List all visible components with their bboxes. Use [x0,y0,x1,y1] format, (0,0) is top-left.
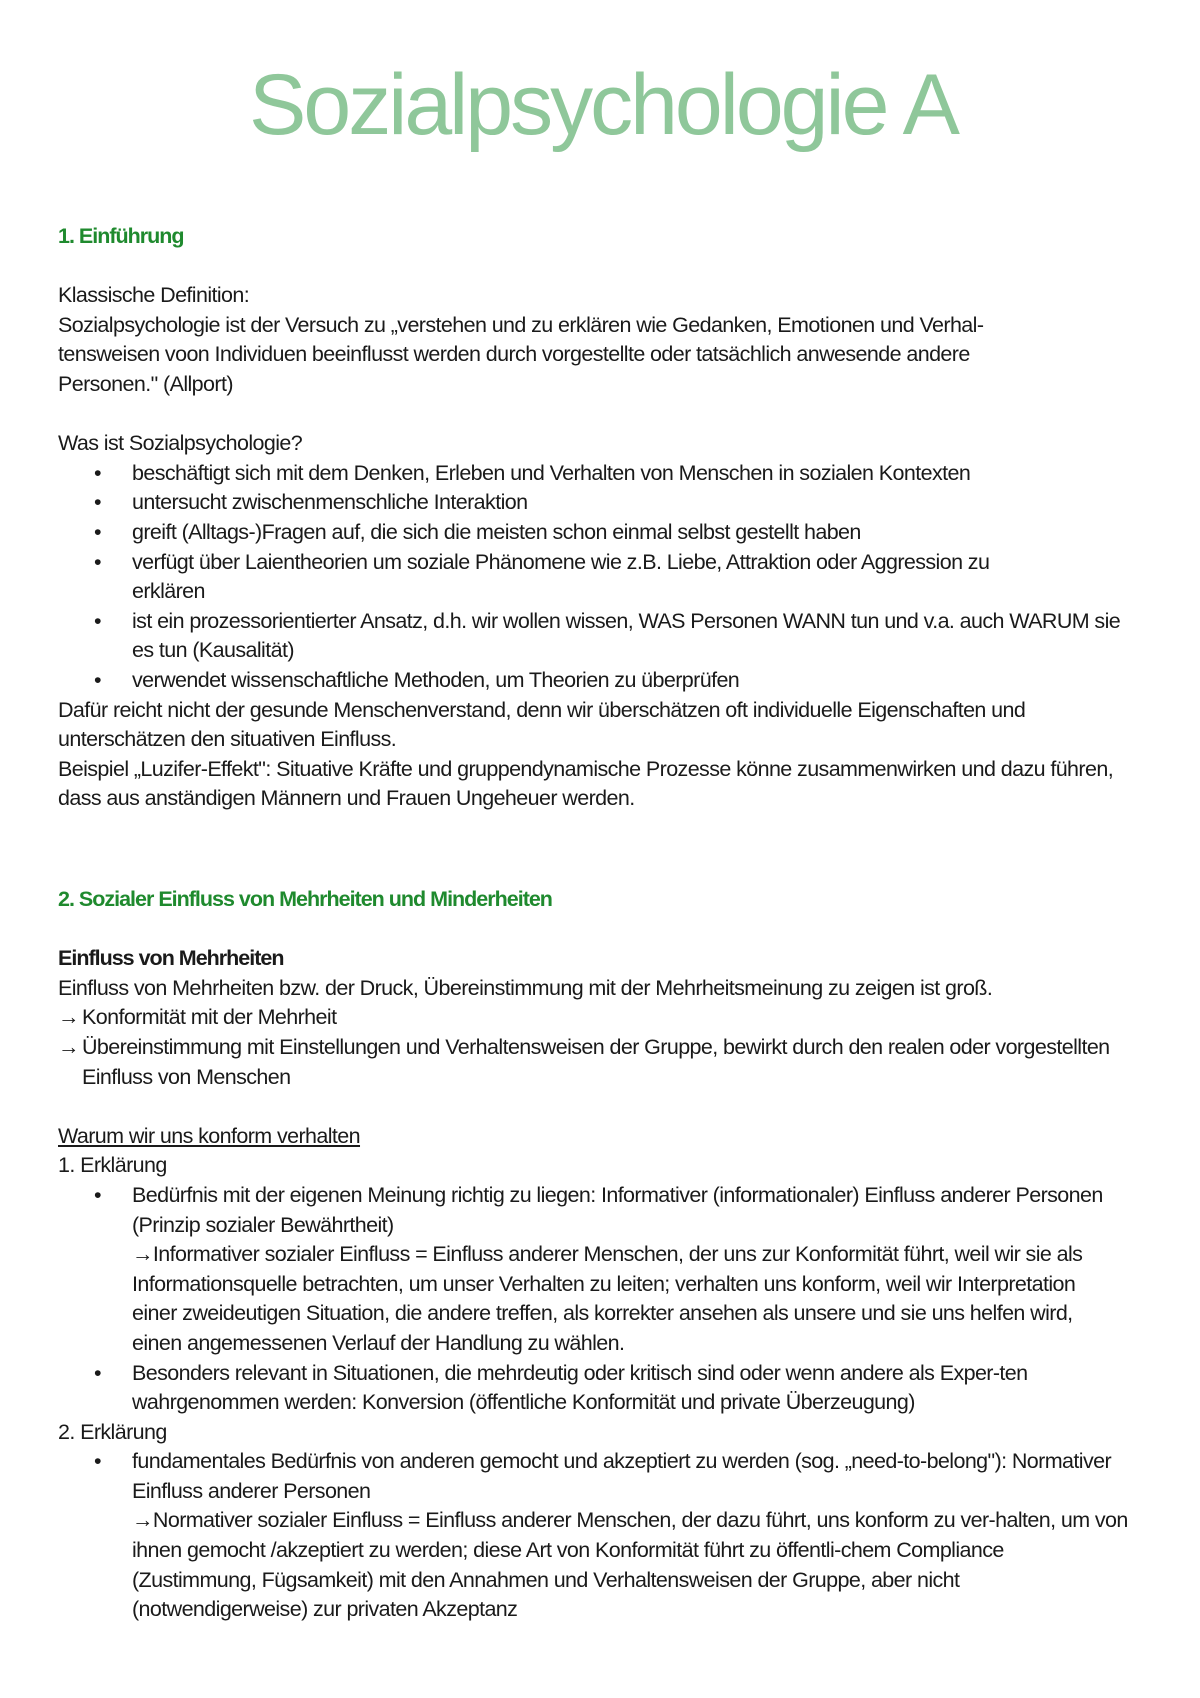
explanation-2-label: 2. Erklärung [58,1419,167,1444]
normative-influence-definition: →Normativer sozialer Einfluss = Einfluss anderer Menschen, der dazu führt, uns konform zu ver-halten, um von ihnen gemocht /akzeptiert zu werden; diese Art von Konformität führt zu öffentli-chem Compliance (Zustimmung, Fügsamkeit) mit den Annahmen und Verhaltensweisen der Gruppe, aber nicht (notwendigerweise) zur privaten Akzeptanz [132,1508,1128,1622]
list-item: • ist ein prozessorientierter Ansatz, d.h. wir wollen wissen, WAS Personen WANN tun und v.a. auch WARUM sie es tun (Kausalität) [94,608,1121,663]
list-item: • beschäftigt sich mit dem Denken, Erleben und Verhalten von Menschen in sozialen Kontexten [58,459,1138,489]
bullet-icon: • [94,1449,101,1474]
section-1 [58,222,1148,814]
section-2-heading: 2. Sozialer Einfluss von Mehrheiten und Minderheiten [58,887,552,911]
section-1-heading: 1. Einführung [58,224,184,248]
bullet-icon: • [94,608,101,633]
why-conform-heading: Warum wir uns konform verhalten [58,1123,361,1148]
bullet-icon: • [94,1360,101,1385]
explanation-1-label: 1. Erklärung [58,1153,167,1178]
list-item: • verfügt über Laientheorien um soziale Phänomene wie z.B. Liebe, Attraktion oder Aggression zu erklären [94,549,990,604]
list-item: • Besonders relevant in Situationen, die mehrdeutig oder kritisch sind oder wenn andere als Exper-ten wahrgenommen werden: Konversion (öffentliche Konformität und private Überzeugung) [94,1360,1028,1415]
bullet-icon: • [94,1182,101,1207]
list-item: • greift (Alltags-)Fragen auf, die sich die meisten schon einmal selbst gestellt haben [58,518,1138,548]
arrow-line-agreement: → Übereinstimmung mit Einstellungen und Verhaltensweisen der Gruppe, bewirkt durch den realen oder vorgestellten Einfluss von Menschen [58,1034,1110,1089]
bullet-icon: • [94,667,101,692]
bullet-icon: • [94,549,101,574]
paragraph-common-sense: Dafür reicht nicht der gesunde Menschenverstand, denn wir überschätzen oft individuelle Eigenschaften und unterschätzen den situativen Einfluss. [58,697,1026,752]
definition-text: Sozialpsychologie ist der Versuch zu „verstehen und zu erklären wie Gedanken, Emotionen und Verhal-tensweisen voon Individuen beeinflusst werden durch vorgestellte oder tatsächlich anwesende andere Personen." (Allport) [58,312,984,396]
arrow-right-icon: → [132,1242,153,1267]
arrow-right-icon: → [58,1034,79,1059]
list-item: • untersucht zwischenmenschliche Interaktion [58,488,1138,518]
informative-influence-definition: →Informativer sozialer Einfluss = Einfluss anderer Menschen, der uns zur Konformität führt, weil wir sie als Informationsquelle betrachten, um unser Verhalten zu leiten; verhalten uns konform, weil wir Interpretation einer zweideutigen Situation, die andere treffen, als korrekter ansehen als unsere und sie uns helfen wird, einen angemessenen Verlauf der Handlung zu wählen. [132,1242,1083,1355]
arrow-right-icon: → [132,1508,153,1533]
paragraph-lucifer-effect: Beispiel „Luzifer-Effekt": Situative Kräfte und gruppendynamische Prozesse könne zusammenwirken und dazu führen, dass aus anständigen Männern und Frauen Ungeheuer werden. [58,756,1114,811]
majority-intro-text: Einfluss von Mehrheiten bzw. der Druck, Übereinstimmung mit der Mehrheitsmeinung zu zeigen ist groß. [58,975,993,1000]
bullet-icon: • [94,519,101,544]
bullet-icon: • [94,490,101,515]
bullet-icon: • [94,460,101,485]
explanation-2-list [58,1447,1148,1625]
section-2 [58,885,1148,1625]
arrow-right-icon: → [58,1005,79,1030]
document-title: Sozialpsychologie A [249,57,957,153]
explanation-1-list [58,1181,1148,1418]
list-item: • Bedürfnis mit der eigenen Meinung richtig zu liegen: Informativer (informationaler) Einfluss anderer Personen (Prinzip sozialer Bewährtheit) →Informativer sozialer Einfluss = Einfluss anderer Menschen, der uns zur Konformität führt, weil wir sie als Informationsquelle betrachten, um unser Verhalten zu leiten; verhalten uns konform, weil wir Interpretation einer zweideutigen Situation, die andere treffen, als korrekter ansehen als unsere und sie uns helfen wird, einen angemessenen Verlauf der Handlung zu wählen. [58,1181,1148,1359]
question-text: Was ist Sozialpsychologie? [58,431,303,456]
definition-label: Klassische Definition: [58,283,250,308]
list-item: • fundamentales Bedürfnis von anderen gemocht und akzeptiert zu werden (sog. „need-to-belong"): Normativer Einfluss anderer Personen →Normativer sozialer Einfluss = Einfluss anderer Menschen, der dazu führt, uns konform zu ver-halten, um von ihnen gemocht /akzeptiert zu werden; diese Art von Konformität führt zu öffentli-chem Compliance (Zustimmung, Fügsamkeit) mit den Annahmen und Verhaltensweisen der Gruppe, aber nicht (notwendigerweise) zur privaten Akzeptanz [58,1447,1148,1625]
list-item: • verwendet wissenschaftliche Methoden, um Theorien zu überprüfen [58,666,1138,696]
subheading-majority-influence: Einfluss von Mehrheiten [58,946,284,971]
section-1-bullet-list [58,459,1138,696]
arrow-line-conformity: → Konformität mit der Mehrheit [58,1003,1148,1033]
